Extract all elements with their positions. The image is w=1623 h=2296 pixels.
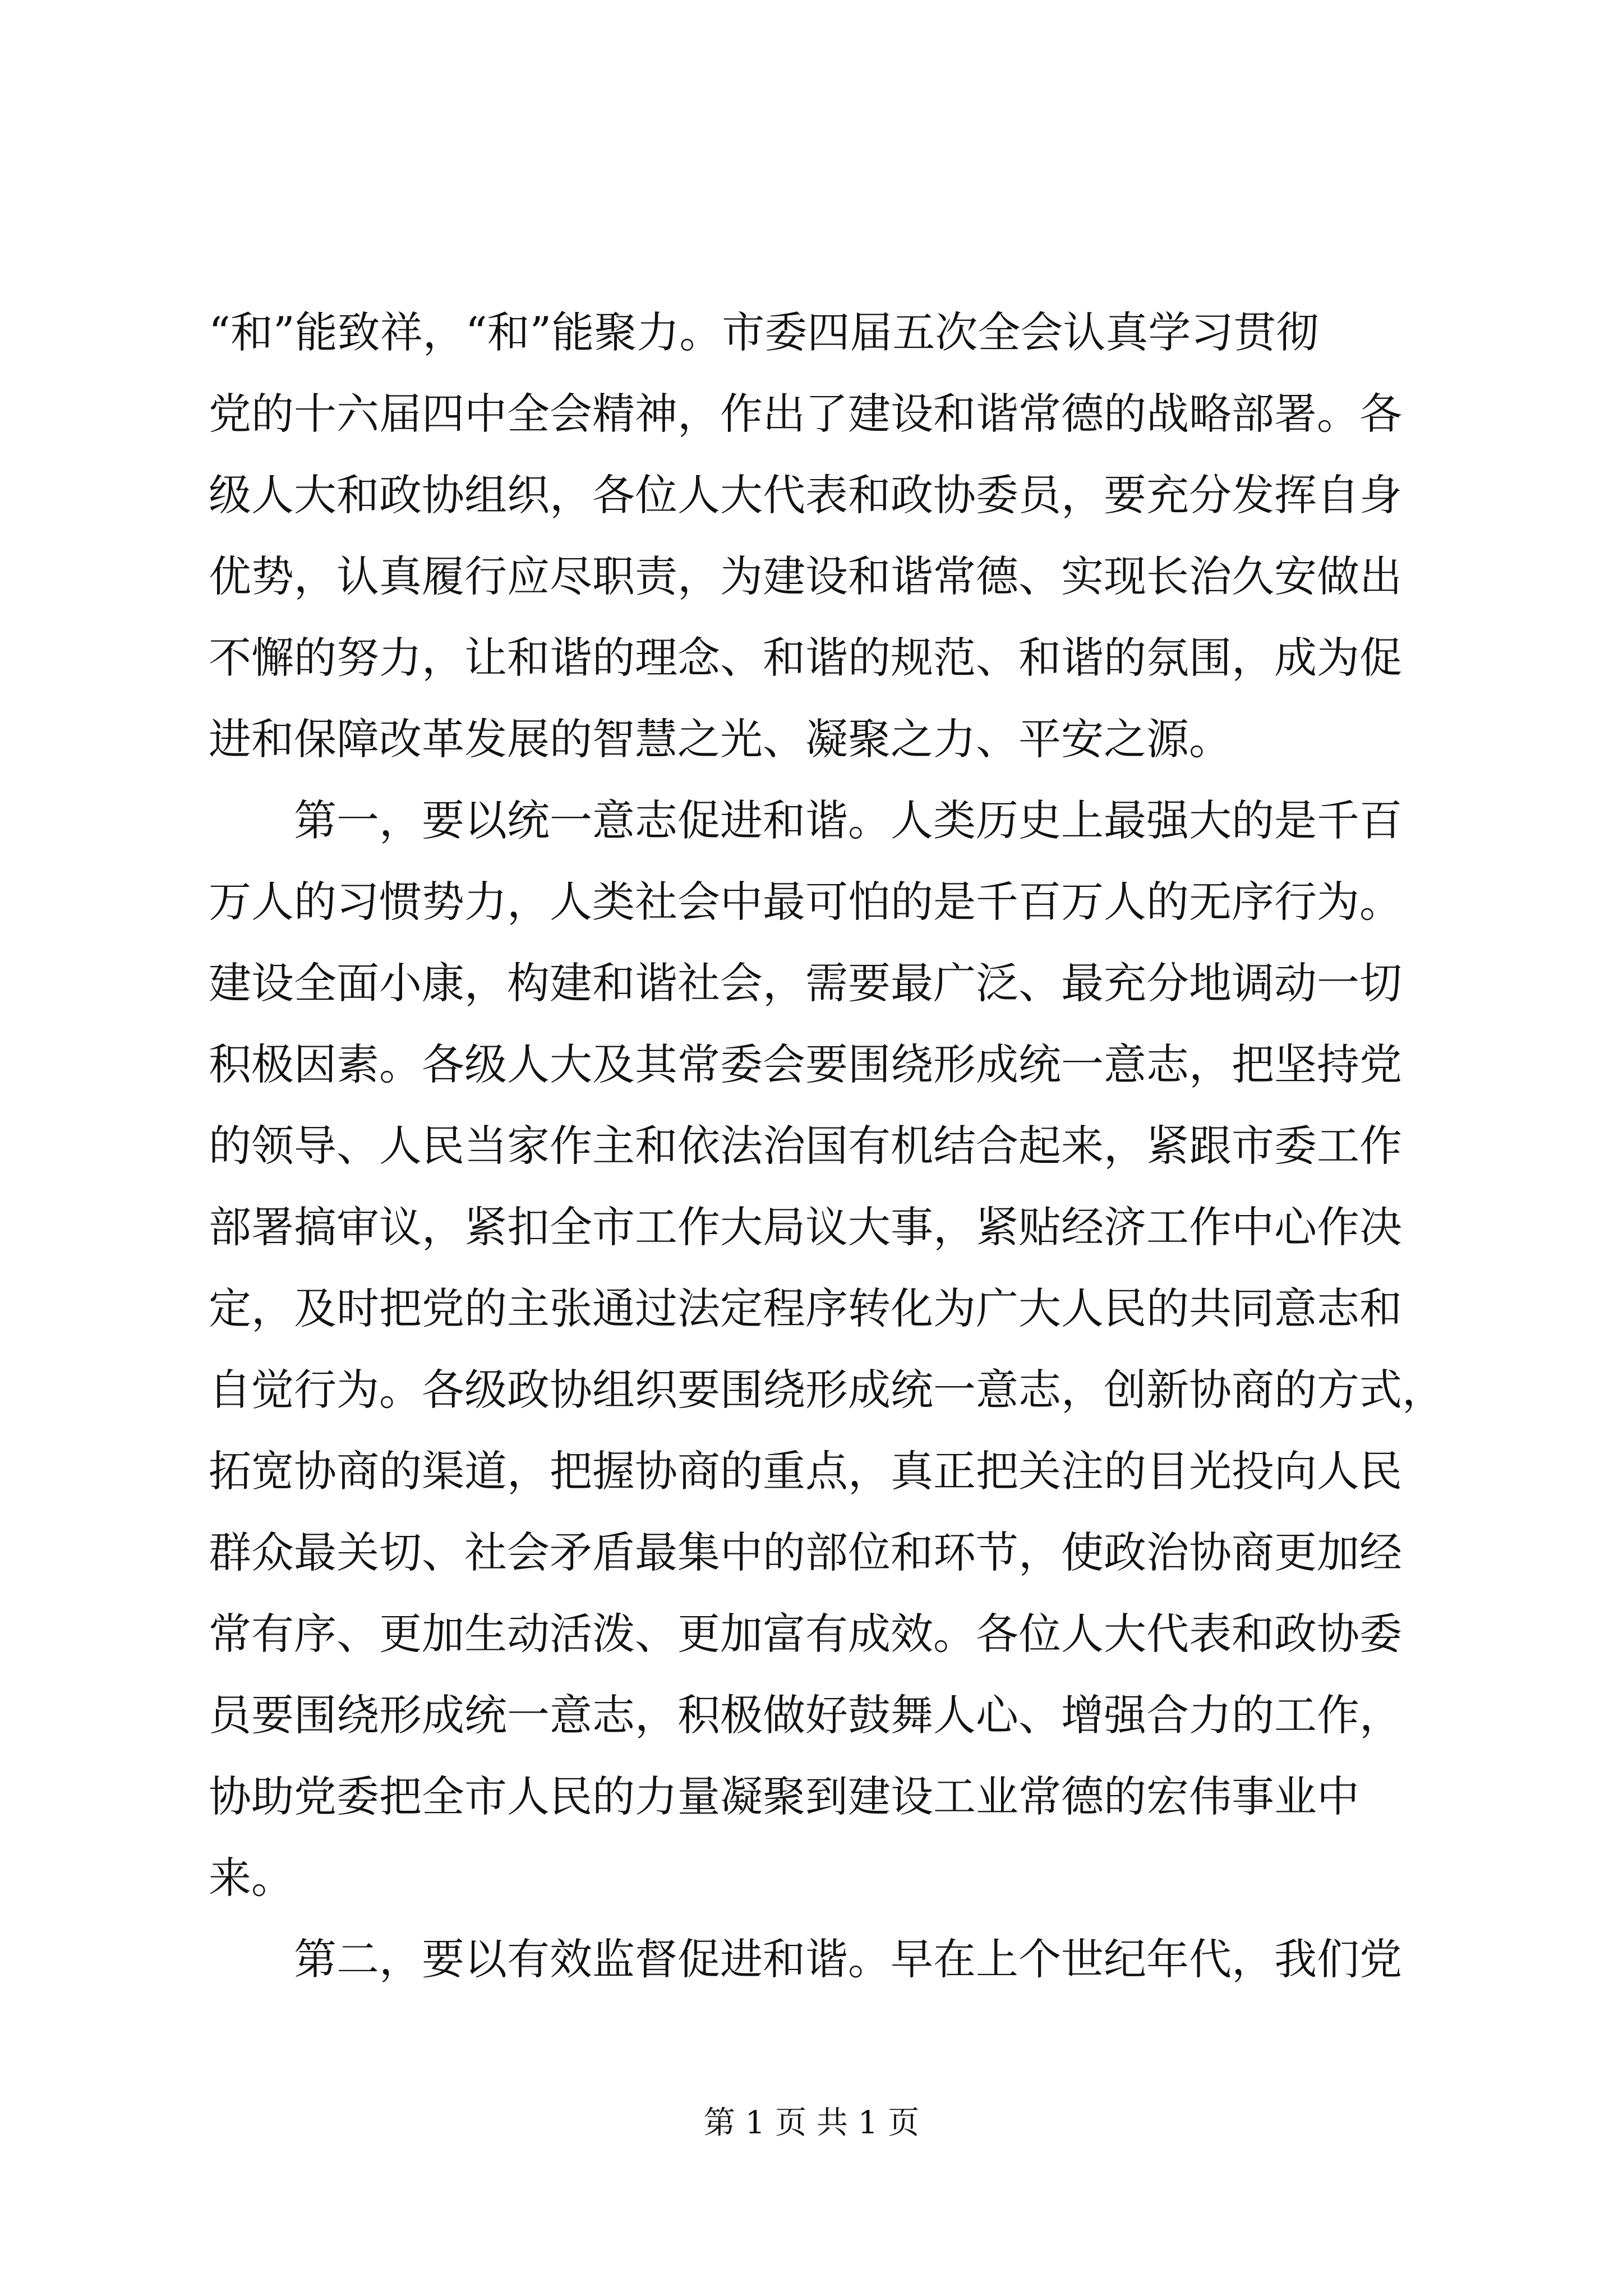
text-line: 优势，认真履行应尽职责，为建设和谐常德、实现长治久安做出 [209, 551, 1402, 601]
text-line: 级人大和政协组织，各位人大代表和政协委员，要充分发挥自身 [209, 470, 1402, 520]
text-line: 常有序、更加生动活泼、更加富有成效。各位人大代表和政协委 [209, 1609, 1402, 1659]
text-line: 拓宽协商的渠道，把握协商的重点，真正把关注的目光投向人民 [209, 1446, 1402, 1496]
text-line: 部署搞审议，紧扣全市工作大局议大事，紧贴经济工作中心作决 [209, 1202, 1402, 1252]
text-line: 进和保障改革发展的智慧之光、凝聚之力、平安之源。 [209, 714, 1232, 764]
text-line: 第一，要以统一意志促进和谐。人类历史上最强大的是千百 [209, 795, 1402, 845]
text-line: 党的十六届四中全会精神，作出了建设和谐常德的战略部署。各 [209, 389, 1402, 439]
text-line: 协助党委把全市人民的力量凝聚到建设工业常德的宏伟事业中 [209, 1772, 1359, 1821]
text-line: 建设全面小康，构建和谐社会，需要最广泛、最充分地调动一切 [209, 958, 1402, 1008]
text-line: 的领导、人民当家作主和依法治国有机结合起来，紧跟市委工作 [209, 1121, 1402, 1171]
text-line: 员要围绕形成统一意志，积极做好鼓舞人心、增强合力的工作， [209, 1690, 1402, 1740]
text-line: 定，及时把党的主张通过法定程序转化为广大人民的共同意志和 [209, 1283, 1402, 1333]
text-line: 积极因素。各级人大及其常委会要围绕形成统一意志，把坚持党 [209, 1039, 1402, 1089]
text-line: 群众最关切、社会矛盾最集中的部位和环节，使政治协商更加经 [209, 1527, 1402, 1577]
text-line: “和”能致祥，“和”能聚力。市委四届五次全会认真学习贯彻 [209, 307, 1319, 357]
text-line: 不懈的努力，让和谐的理念、和谐的规范、和谐的氛围，成为促 [209, 633, 1402, 683]
text-line: 万人的习惯势力，人类社会中最可怕的是千百万人的无序行为。 [209, 877, 1402, 927]
text-line: 自觉行为。各级政协组织要围绕形成统一意志，创新协商的方式， [209, 1365, 1445, 1415]
text-line: 来。 [209, 1853, 294, 1903]
document-body [209, 292, 1445, 2000]
page-number-label: 第 1 页 共 1 页 [703, 2105, 920, 2141]
page-footer [0, 2098, 1623, 2143]
text-line: 第二，要以有效监督促进和谐。早在上个世纪年代，我们党 [209, 1934, 1402, 1984]
